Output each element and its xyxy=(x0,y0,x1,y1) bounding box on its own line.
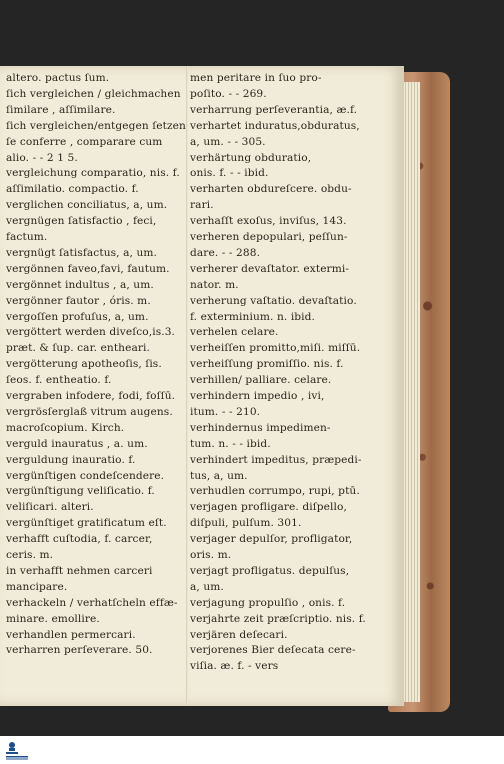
left-column-line: verhackeln / verhatſcheln effæ- xyxy=(6,596,178,609)
left-column-line: aſſimilatio. compactio. f. xyxy=(6,183,139,196)
left-column-line: verharren perſeverare. 50. xyxy=(6,644,153,657)
left-column-line: ceris. m. xyxy=(6,549,54,561)
right-column-line: verharten obdureſcere. obdu- xyxy=(190,183,352,196)
right-column-line: onis. f. - - ibid. xyxy=(190,167,269,180)
right-column-line: verhelen celare. xyxy=(190,326,279,339)
right-column-line: verhillen/ palliare. celare. xyxy=(190,374,332,387)
right-column-line: verhindert impeditus, præpedi- xyxy=(190,453,362,466)
right-column-line: verhaſſt exoſus, inviſus, 143. xyxy=(190,215,347,228)
right-column-line: verjagung propulſio , onis. f. xyxy=(190,596,346,609)
left-column-line: vergrösſerglaß vitrum augens. xyxy=(6,405,173,418)
left-column-line: vergünſtigung veliſicatio. f. xyxy=(6,485,155,498)
right-column-line: rari. xyxy=(190,199,214,212)
left-column-line: vergünſtigen condeſcendere. xyxy=(6,469,165,482)
right-column-line: verhudlen corrumpo, rupi, ptū. xyxy=(190,485,360,498)
right-column-line: a, um. - - 305. xyxy=(190,135,266,148)
right-column-line: verjären deſecari. xyxy=(190,628,288,641)
right-column-line: verjager depulſor, profligator, xyxy=(190,533,353,546)
left-column-line: verglichen conciliatus, a, um. xyxy=(6,199,168,212)
right-column-line: tum. n. - - ibid. xyxy=(190,437,271,450)
right-column-line: verhindern impedio , ivi, xyxy=(190,390,325,402)
right-column-line: verjagt profligatus. depulſus, xyxy=(190,564,350,577)
left-column-line: minare. emollire. xyxy=(6,612,100,625)
left-column-line: ſimilare , aſſimilare. xyxy=(6,103,116,116)
left-column-line: vergönner fautor , óris. m. xyxy=(6,294,151,307)
right-column-line: verheiſſen promitto,miſi. miſſū. xyxy=(190,342,361,355)
right-column-line: tus, a, um. xyxy=(190,469,248,482)
left-column-line: vergönnen faveo,favi, fautum. xyxy=(6,262,170,275)
right-column-line: diſpuli, pulſum. 301. xyxy=(190,517,302,530)
left-column-line: vergötterung apotheoſis, ſis. xyxy=(6,358,162,371)
left-column-line: vergnügt ſatisfactus, a, um. xyxy=(6,246,157,259)
left-column-line: ſich vergleichen/entgegen ſetzen xyxy=(6,119,186,132)
right-column-line: verjorenes Bier deſecata cere- xyxy=(190,644,356,657)
left-column-line: vergoſſen profuſus, a, um. xyxy=(6,310,149,323)
right-column-line: verhindernus impedimen- xyxy=(190,421,331,434)
left-column-line: ſeos. f. entheatio. f. xyxy=(6,374,112,387)
left-column-line: verguldung inauratio. f. xyxy=(6,453,136,466)
left-column-line: ſich vergleichen / gleichmachen xyxy=(6,87,181,100)
left-column-line: vergnügen ſatisfactio , feci, xyxy=(6,215,157,228)
left-column-line: vergünſtiget gratificatum eſt. xyxy=(6,517,167,530)
right-column-line: verherer devaſtator. extermi- xyxy=(190,262,350,275)
right-column-line: verheren depopulari, peſſun- xyxy=(190,231,348,243)
left-column-line: mancipare. xyxy=(6,580,68,593)
right-column-line: poſito. - - 269. xyxy=(190,87,267,100)
left-column-line: vergleichung comparatio, nis. f. xyxy=(6,167,180,180)
left-column-line: verhandlen permercari. xyxy=(6,628,136,641)
right-column-line: a, um. xyxy=(190,580,224,593)
right-column-line: dare. - - 288. xyxy=(190,246,261,259)
left-column-line: verhafft cuſtodia, f. carcer, xyxy=(6,533,153,546)
right-column-line: verjahrte zeit præſcriptio. nis. f. xyxy=(190,612,366,625)
left-column-line: vergöttert werden diveſco,is.3. xyxy=(6,326,176,339)
right-column-line: f. exterminium. n. ibid. xyxy=(190,310,316,323)
left-column-line: verguld inauratus , a. um. xyxy=(6,437,148,450)
left-column-line: vergönnet indultus , a, um. xyxy=(6,278,154,291)
left-column-line: in verhafft nehmen carceri xyxy=(6,564,153,577)
right-column-line: oris. m. xyxy=(190,549,232,561)
right-column-line: nator. m. xyxy=(190,278,239,291)
left-column-line: macroſcopium. Kirch. xyxy=(6,421,125,434)
library-logo-icon xyxy=(4,739,32,761)
column-divider xyxy=(186,66,188,706)
viewer-footer xyxy=(0,736,504,764)
left-column-line: factum. xyxy=(6,231,48,243)
left-column-line: præt. & ſup. car. entheari. xyxy=(6,342,151,355)
right-column-line: verherung vaſtatio. devaſtatio. xyxy=(190,294,357,307)
book-page xyxy=(0,66,404,706)
right-column-line: verharrung perſeverantia, æ.f. xyxy=(190,103,358,116)
right-column-line: viſia. æ. f. - vers xyxy=(190,660,279,673)
right-column-line: verhärtung obduratio, xyxy=(190,151,312,164)
left-column-line: alio. - - 2 1 5. xyxy=(6,151,78,164)
right-column-line: verjagen profligare. diſpello, xyxy=(190,501,347,514)
left-column-line: ſe conferre , comparare cum xyxy=(6,135,163,148)
right-column-line: itum. - - 210. xyxy=(190,405,261,418)
right-column-line: verheiſſung promiſſio. nis. f. xyxy=(190,358,344,371)
left-column-line: veliſicari. alteri. xyxy=(6,501,94,514)
left-column-line: vergraben infodere, fodi, foſſū. xyxy=(6,390,176,402)
left-column-line: altero. pactus ſum. xyxy=(6,72,110,84)
right-column-line: verhartet induratus,obduratus, xyxy=(190,119,360,132)
right-column-line: men peritare in ſuo pro- xyxy=(190,72,322,84)
